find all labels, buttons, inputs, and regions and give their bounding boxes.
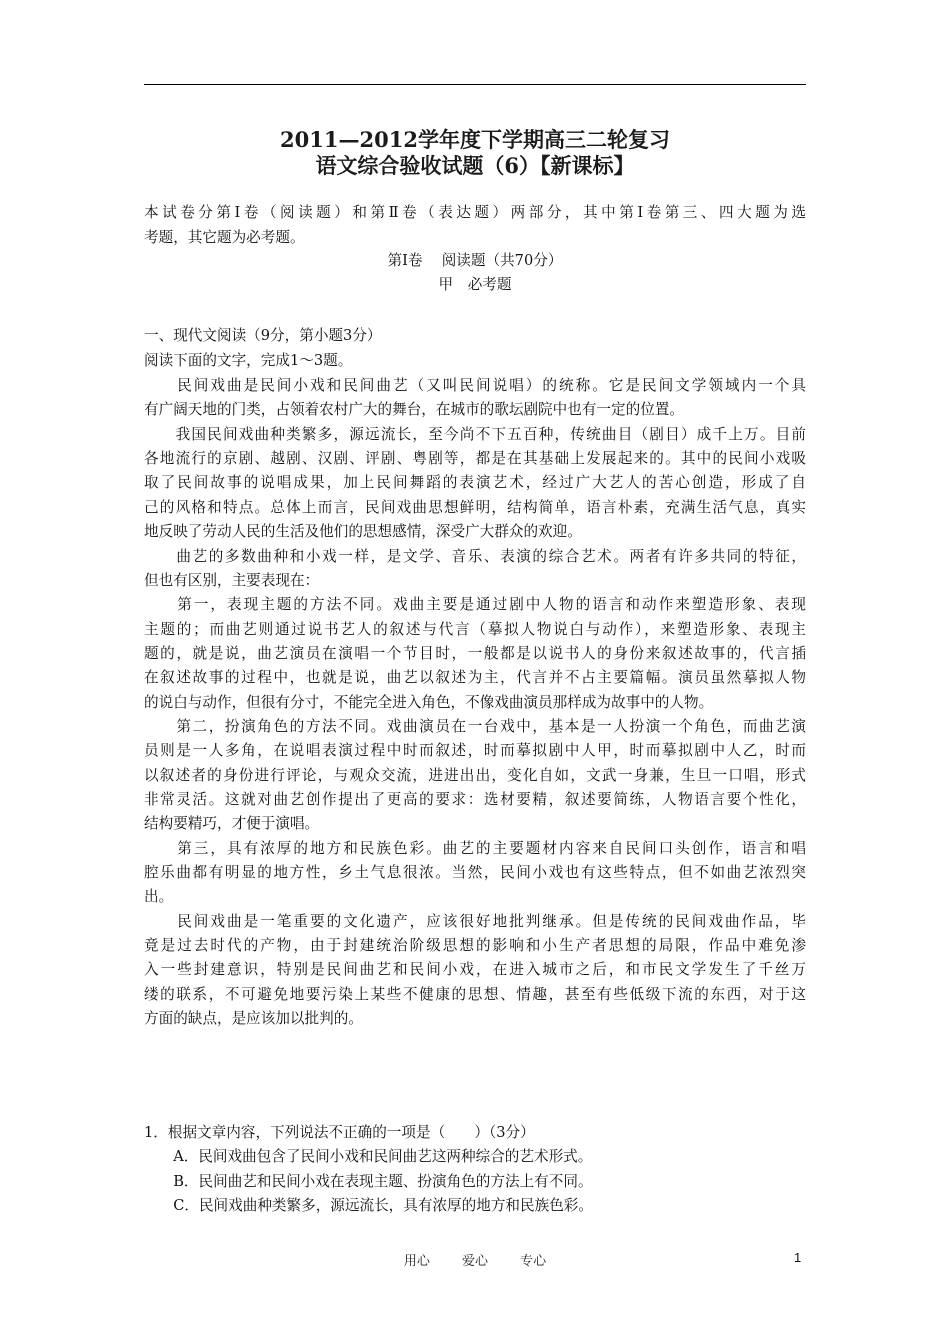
passage-line: 第三，具有浓厚的地方和民族色彩。曲艺的主要题材内容来自民间口头创作，语言和唱 bbox=[144, 839, 806, 857]
footer bbox=[0, 1250, 950, 1269]
passage-line: 入一些封建意识，特别是民间曲艺和民间小戏，在进入城市之后，和市民文学发生了千丝万 bbox=[144, 961, 806, 979]
passage-line: 民间戏曲是民间小戏和民间曲艺（又叫民间说唱）的统称。它是民间文学领域内一个具 bbox=[144, 377, 806, 394]
passage-line: 曲艺的多数曲种和小戏一样，是文学、音乐、表演的综合艺术。两者有许多共同的特征， bbox=[144, 547, 806, 565]
passage-line: 第二，扮演角色的方法不同。戏曲演员在一台戏中，基本是一人扮演一个角色，而曲艺演 bbox=[144, 717, 806, 735]
part-one-heading: 一、现代文阅读（9分，第小题3分） bbox=[144, 327, 382, 344]
question-1-option-a: A．民间戏曲包含了民间小戏和民间曲艺这两种综合的艺术形式。 bbox=[144, 1148, 593, 1165]
footer-word-2: 爱心 bbox=[461, 1254, 488, 1269]
passage-line: 出。 bbox=[144, 888, 174, 906]
passage-line: 第一，表现主题的方法不同。戏曲主要是通过剧中人物的语言和动作来塑造形象、表现 bbox=[144, 596, 806, 614]
section-heading: 第Ⅰ卷 阅读题（共70分） bbox=[387, 252, 563, 269]
page-number: 1 bbox=[794, 1250, 802, 1265]
passage-line: 各地流行的京剧、越剧、汉剧、评剧、粤剧等，都是在其基础上发展起来的。其中的民间小戏吸 bbox=[144, 450, 806, 468]
passage-line: 方面的缺点，是应该加以批判的。 bbox=[144, 1010, 363, 1028]
passage-line: 的说白与动作，但很有分寸，不能完全进入角色，不像戏曲演员那样成为故事中的人物。 bbox=[144, 693, 714, 711]
passage-line: 腔乐曲都有明显的地方性，乡土气息很浓。当然，民间小戏也有这些特点，但不如曲艺浓烈突 bbox=[144, 864, 806, 881]
question-1-option-b: B．民间曲艺和民间小戏在表现主题、扮演角色的方法上有不同。 bbox=[144, 1173, 593, 1190]
passage-line: 员则是一人多角，在说唱表演过程中时而叙述，时而摹拟剧中人甲，时而摹拟剧中人乙，时而 bbox=[144, 742, 806, 760]
passage-line: 取了民间故事的说唱成果，加上民间舞蹈的表演艺术，经过广大艺人的苦心创造，形成了自 bbox=[144, 474, 806, 492]
sub-heading: 甲 必考题 bbox=[438, 276, 512, 293]
question-1-option-c: C．民间戏曲种类繁多，源远流长，具有浓厚的地方和民族色彩。 bbox=[144, 1197, 593, 1214]
footer-word-1: 用心 bbox=[403, 1254, 430, 1269]
intro-line-2: 考题，其它题为必考题。 bbox=[144, 229, 305, 246]
passage-line: 在叙述故事的过程中，也就是说，曲艺以叙述为主，代言并不占主要篇幅。演员虽然摹拟人物 bbox=[144, 669, 806, 687]
passage-line: 地反映了劳动人民的生活及他们的思想感情，深受广大群众的欢迎。 bbox=[144, 523, 582, 541]
footer-word-3: 专心 bbox=[520, 1254, 547, 1269]
passage-line: 己的风格和特点。总体上而言，民间戏曲思想鲜明，结构简单，语言朴素，充满生活气息，真实 bbox=[144, 498, 806, 516]
intro-line-1: 本试卷分第Ⅰ卷（阅读题）和第Ⅱ卷（表达题）两部分，其中第Ⅰ卷第三、四大题为选 bbox=[144, 204, 806, 221]
header-rule bbox=[144, 84, 806, 85]
passage-line: 但也有区别，主要表现在： bbox=[144, 571, 320, 589]
passage-line: 主题的；而曲艺则通过说书艺人的叙述与代言（摹拟人物说白与动作），来塑造形象、表现主 bbox=[144, 620, 806, 638]
passage-line: 以叙述者的身份进行评论，与观众交流，进进出出，变化自如，文武一身兼，生旦一口唱，形式 bbox=[144, 766, 806, 784]
passage-line: 缕的联系，不可避免地要污染上某些不健康的思想、情趣，甚至有些低级下流的东西，对于这 bbox=[144, 985, 806, 1003]
question-1: 1．根据文章内容，下列说法不正确的一项是（ ）（3分） bbox=[144, 1124, 535, 1141]
title-line-2: 语文综合验收试题（6）【新课标】 bbox=[315, 153, 635, 178]
instruction: 阅读下面的文字，完成1～3题。 bbox=[144, 352, 353, 369]
passage-line: 有广阔天地的门类，占领着农村广大的舞台，在城市的歌坛剧院中也有一定的位置。 bbox=[144, 401, 684, 419]
passage-line: 我国民间戏曲种类繁多，源远流长，至今尚不下五百种，传统曲目（剧目）成千上万。目前 bbox=[144, 425, 806, 443]
passage-line: 竟是过去时代的产物，由于封建统治阶级思想的影响和小生产者思想的局限，作品中难免渗 bbox=[144, 937, 806, 955]
passage-line: 非常灵活。这就对曲艺创作提出了更高的要求：选材要精，叙述要简练，人物语言要个性化， bbox=[144, 791, 806, 808]
passage-line: 结构要精巧，才便于演唱。 bbox=[144, 815, 320, 833]
title-line-1: 2011—2012学年度下学期高三二轮复习 bbox=[280, 127, 670, 152]
passage-line: 题的，就是说，曲艺演员在演唱一个节目时，一般都是以说书人的身份来叙述故事的，代言插 bbox=[144, 644, 806, 662]
passage-line: 民间戏曲是一笔重要的文化遗产，应该很好地批判继承。但是传统的民间戏曲作品，毕 bbox=[144, 912, 806, 930]
